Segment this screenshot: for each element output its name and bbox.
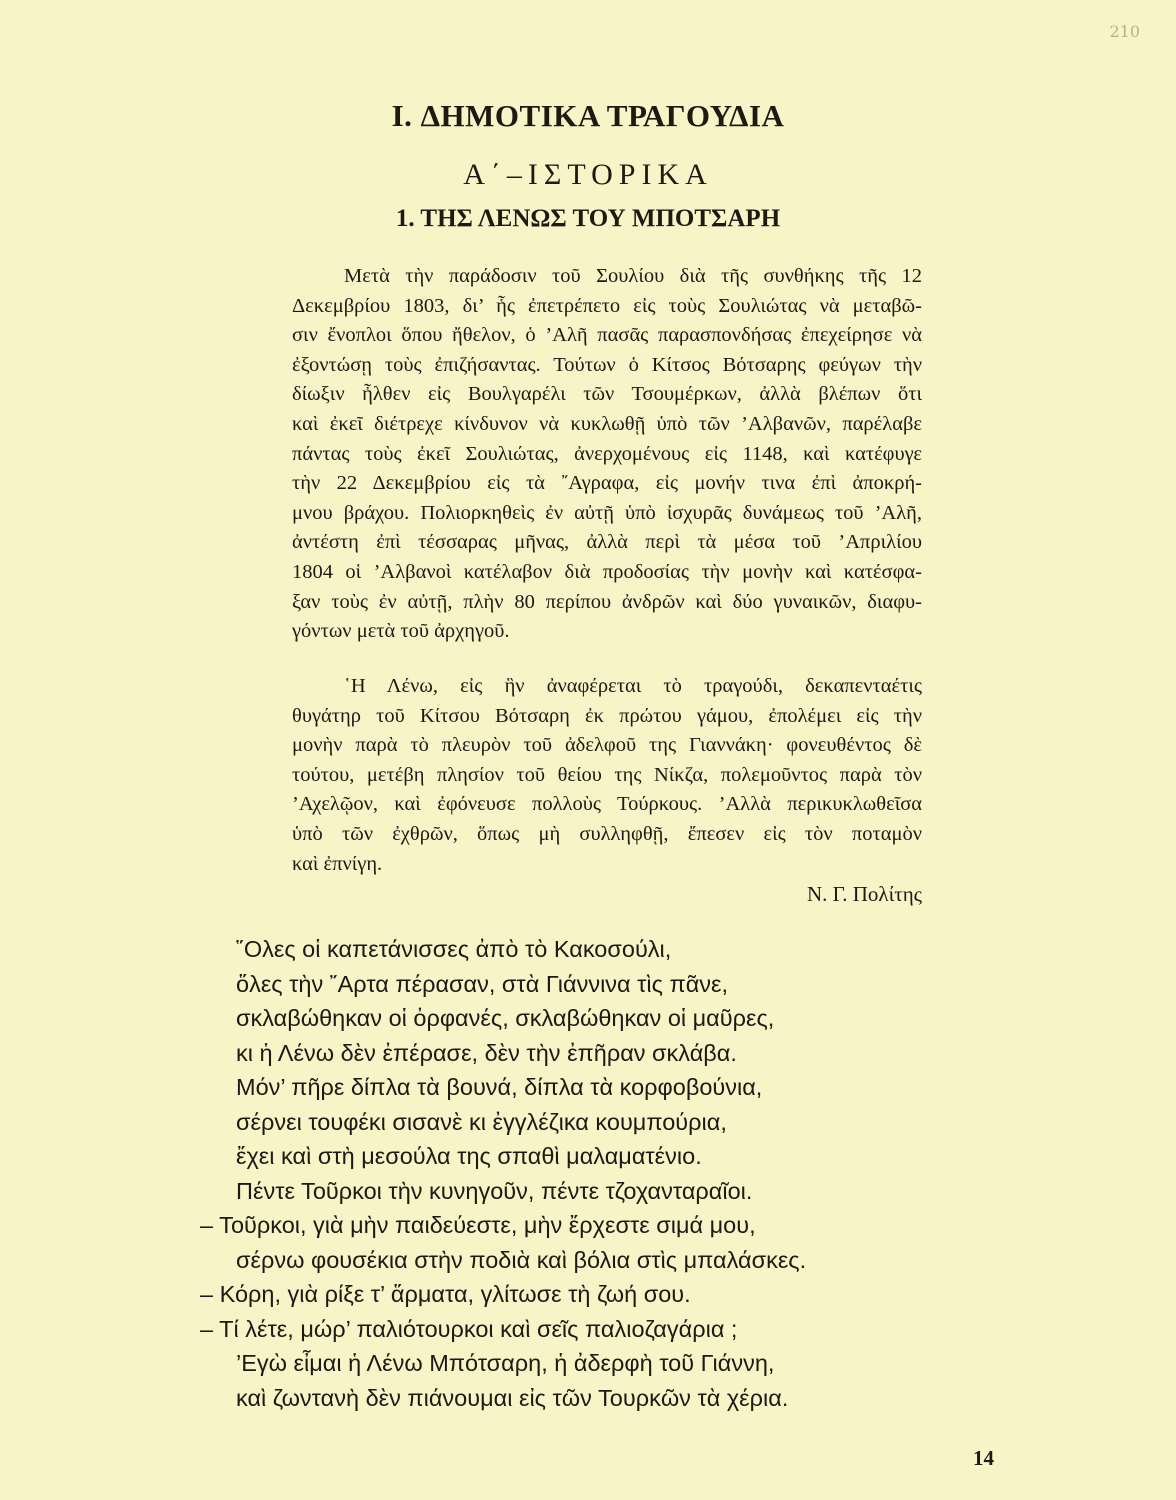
corner-mark: 210: [1109, 22, 1140, 41]
prose-line: μνου βράχου. Πολιορκηθεὶς ἐν αὐτῇ ὑπὸ ἰσχυρᾶς δυνάμεως τοῦ ’Αλῆ,: [292, 501, 922, 524]
prose-line: καὶ ἐπνίγη.: [292, 852, 383, 875]
verse-line: σέρνει τουφέκι σισανὲ κι ἐγγλέζικα κουμπούρια,: [236, 1108, 727, 1135]
verse-line: ἔχει καὶ στὴ μεσούλα της σπαθὶ μαλαματένιο.: [236, 1143, 702, 1169]
intro-paragraph-2: [292, 672, 922, 879]
prose-line: Δεκεμβρίου 1803, δι’ ἧς ἐπετρέπετο εἰς τοὺς Σουλιώτας νὰ μεταβῶ-: [292, 294, 922, 317]
prose-line: ξαν τοὺς ἐν αὐτῇ, πλὴν 80 περίπου ἀνδρῶν καὶ δύο γυναικῶν, διαφυ-: [292, 590, 922, 613]
prose-line: ῾Η Λένω, εἰς ἣν ἀναφέρεται τὸ τραγούδι, δεκαπενταέτις: [344, 675, 922, 697]
section-title: I. ΔΗΜΟΤΙΚΑ ΤΡΑΓΟΥΔΙΑ: [391, 98, 785, 133]
prose-line: γόντων μετὰ τοῦ ἀρχηγοῦ.: [292, 620, 510, 643]
verse-line: Μόν’ πῆρε δίπλα τὰ βουνά, δίπλα τὰ κορφοβούνια,: [236, 1074, 763, 1100]
verse-line: – Κόρη, γιὰ ρίξε τ’ ἅρματα, γλίτωσε τὴ ζωή σου.: [200, 1281, 691, 1307]
verse-line: σκλαβώθηκαν οἱ ὀρφανές, σκλαβώθηκαν οἱ μαῦρες,: [236, 1005, 775, 1031]
prose-line: δίωξιν ἦλθεν εἰς Βουλγαρέλι τῶν Τσουμέρκων, ἀλλὰ βλέπων ὅτι: [292, 383, 922, 406]
prose-line: ὑπὸ τῶν ἐχθρῶν, ὅπως μὴ συλληφθῇ, ἔπεσεν εἰς τὸν ποταμὸν: [292, 822, 922, 845]
category-title: Α΄–ΙΣΤΟΡΙΚΑ: [463, 158, 713, 191]
verse-line: καὶ ζωντανὴ δὲν πιάνουμαι εἰς τῶν Τουρκῶν τὰ χέρια.: [236, 1384, 789, 1411]
prose-line: μονὴν παρὰ τὸ πλευρὸν τοῦ ἀδελφοῦ της Γιαννάκη· φονευθέντος δὲ: [292, 734, 922, 757]
prose-line: τούτου, μετέβη πλησίον τοῦ θείου της Νίκζα, πολεμοῦντος παρὰ τὸν: [292, 763, 922, 786]
page-number: 14: [973, 1446, 994, 1470]
song-title: 1. ΤΗΣ ΛΕΝΩΣ ΤΟΥ ΜΠΟΤΣΑΡΗ: [395, 205, 781, 232]
prose-line: καὶ ἐκεῖ διέτρεχε κίνδυνον νὰ κυκλωθῇ ὑπὸ τῶν ’Αλβανῶν, παρέλαβε: [292, 412, 922, 435]
prose-line: τὴν 22 Δεκεμβρίου εἰς τὰ ῎Αγραφα, εἰς μονήν τινα ἐπὶ ἀποκρή-: [292, 472, 922, 495]
prose-line: Μετὰ τὴν παράδοσιν τοῦ Σουλίου διὰ τῆς συνθήκης τῆς 12: [344, 265, 922, 287]
verse-line: – Τί λέτε, μώρ’ παλιότουρκοι καὶ σεῖς παλιοζαγάρια ;: [200, 1315, 738, 1342]
intro-paragraph-1: [292, 262, 922, 647]
verse-line: ’Εγὼ εἶμαι ἡ Λένω Μπότσαρη, ἡ ἀδερφὴ τοῦ Γιάννη,: [236, 1350, 775, 1376]
prose-line: ’Αχελῷον, καὶ ἐφόνευσε πολλοὺς Τούρκους. ’Αλλὰ περικυκλωθεῖσα: [292, 793, 922, 816]
prose-line: σιν ἔνοπλοι ὅπου ἤθελον, ὁ ’Αλῆ πασᾶς παρασπονδήσας ἐπεχείρησε νὰ: [292, 324, 922, 347]
poem: [200, 932, 1000, 1415]
prose-line: 1804 οἱ ’Αλβανοὶ κατέλαβον διὰ προδοσίας τὴν μονὴν καὶ κατέσφα-: [292, 560, 922, 583]
verse-line: – Τοῦρκοι, γιὰ μὴν παιδεύεστε, μὴν ἔρχεστε σιμά μου,: [200, 1212, 756, 1238]
verse-line: ὅλες τὴν ῎Αρτα πέρασαν, στὰ Γιάννινα τὶς πᾶνε,: [236, 970, 729, 997]
verse-line: ῞Ολες οἱ καπετάνισσες ἀπὸ τὸ Κακοσούλι,: [236, 936, 672, 962]
verse-line: κι ἡ Λένω δὲν ἐπέρασε, δὲν τὴν ἐπῆραν σκλάβα.: [236, 1039, 737, 1066]
verse-line: σέρνω φουσέκια στὴν ποδιὰ καὶ βόλια στὶς μπαλάσκες.: [236, 1246, 807, 1273]
prose-line: θυγάτηρ τοῦ Κίτσου Βότσαρη ἐκ πρώτου γάμου, ἐπολέμει εἰς τὴν: [292, 704, 922, 727]
author-signature: Ν. Γ. Πολίτης: [806, 882, 922, 906]
verse-line: Πέντε Τοῦρκοι τὴν κυνηγοῦν, πέντε τζοχανταραῖοι.: [236, 1177, 753, 1204]
prose-line: πάντας τοὺς ἐκεῖ Σουλιώτας, ἀνερχομένους εἰς 1148, καὶ κατέφυγε: [292, 442, 922, 465]
prose-line: ἀντέστη ἐπὶ τέσσαρας μῆνας, ἀλλὰ περὶ τὰ μέσα τοῦ ’Απριλίου: [292, 531, 922, 554]
prose-line: ἐξοντώσῃ τοὺς ἐπιζήσαντας. Τούτων ὁ Κίτσος Βότσαρης φεύγων τὴν: [292, 353, 922, 376]
